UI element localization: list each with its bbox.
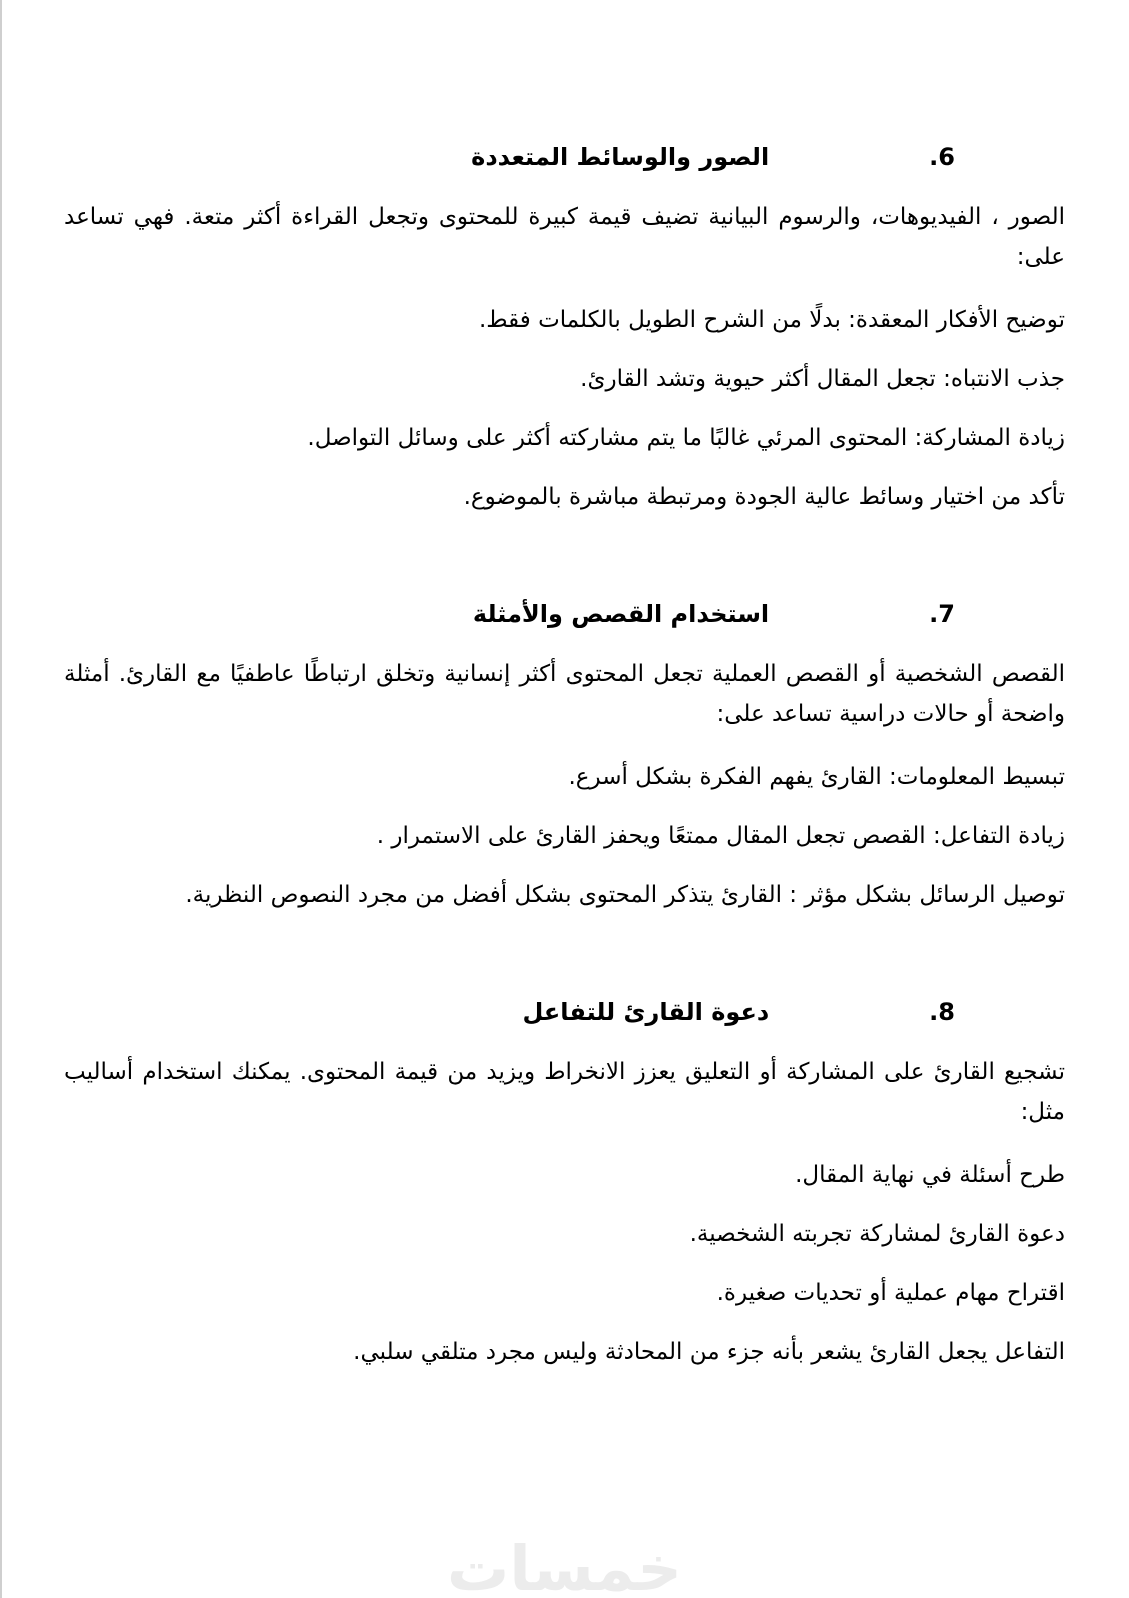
section-7-point-1: تبسيط المعلومات: القارئ يفهم الفكرة بشكل أسرع. [568, 764, 1065, 790]
section-6-point-1: توضيح الأفكار المعقدة: بدلًا من الشرح الطويل بالكلمات فقط. [478, 307, 1065, 333]
section-8-intro: تشجيع القارئ على المشاركة أو التعليق يعزز الانخراط ويزيد من قيمة المحتوى. يمكنك استخدام أساليب مثل: [64, 1059, 1065, 1125]
section-6-point-4: تأكد من اختيار وسائط عالية الجودة ومرتبطة مباشرة بالموضوع. [463, 484, 1065, 510]
section-8-heading [64, 992, 955, 1032]
section-6-heading [64, 137, 955, 177]
section-7-title: استخدام القصص والأمثلة [472, 600, 770, 628]
page-left-edge-strip [0, 0, 2, 1598]
section-6-number: 6. [929, 143, 955, 171]
section-6-intro: الصور ، الفيديوهات، والرسوم البيانية تضيف قيمة كبيرة للمحتوى وتجعل القراءة أكثر متعة. فهي تساعد على: [64, 204, 1065, 270]
section-8-point-2: دعوة القارئ لمشاركة تجربته الشخصية. [689, 1221, 1065, 1247]
section-8 [64, 992, 1065, 1372]
section-8-number: 8. [929, 998, 955, 1026]
section-7-intro: القصص الشخصية أو القصص العملية تجعل المحتوى أكثر إنسانية وتخلق ارتباطًا عاطفيًا مع القارئ. أمثلة واضحة أو حالات دراسية تساعد على: [64, 661, 1065, 727]
section-8-point-3: اقتراح مهام عملية أو تحديات صغيرة. [716, 1280, 1065, 1306]
section-8-point-1: طرح أسئلة في نهاية المقال. [795, 1162, 1065, 1188]
section-7-point-3: توصيل الرسائل بشكل مؤثر : القارئ يتذكر المحتوى بشكل أفضل من مجرد النصوص النظرية. [185, 882, 1065, 908]
section-7-heading [64, 594, 955, 634]
section-6-point-2: جذب الانتباه: تجعل المقال أكثر حيوية وتشد القارئ. [580, 366, 1065, 392]
section-7-number: 7. [929, 600, 955, 628]
section-8-title: دعوة القارئ للتفاعل [522, 998, 770, 1026]
section-7 [64, 594, 1065, 915]
section-6-title: الصور والوسائط المتعددة [471, 143, 770, 171]
section-7-point-2: زيادة التفاعل: القصص تجعل المقال ممتعًا ويحفز القارئ على الاستمرار . [376, 823, 1065, 849]
section-6-point-3: زيادة المشاركة: المحتوى المرئي غالبًا ما يتم مشاركته أكثر على وسائل التواصل. [307, 425, 1065, 451]
section-8-point-4: التفاعل يجعل القارئ يشعر بأنه جزء من المحادثة وليس مجرد متلقي سلبي. [353, 1339, 1065, 1365]
khamsat-watermark: خمسات [447, 1532, 682, 1598]
section-6 [64, 137, 1065, 517]
